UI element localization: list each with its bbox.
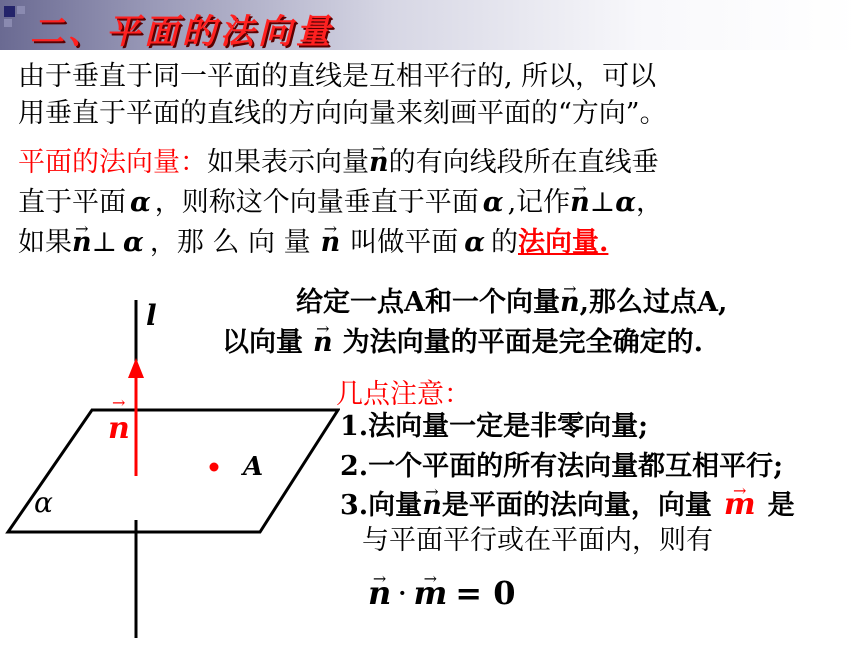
vector-n: → n <box>369 146 389 180</box>
plane-alpha <box>8 410 338 532</box>
note-item-1: 1.法向量一定是非零向量; <box>340 411 649 442</box>
given-line-2 <box>222 326 703 360</box>
alpha-symbol: α <box>615 187 636 218</box>
vector-n: → n <box>422 489 442 523</box>
vector-n: → n <box>72 226 92 260</box>
alpha-symbol: α <box>482 187 504 218</box>
label-a: A <box>243 452 264 482</box>
vector-n: → n <box>570 186 590 220</box>
perp-symbol: ⊥ <box>589 187 616 218</box>
vector-m: → m <box>724 488 756 522</box>
point-a-dot <box>210 463 219 472</box>
definition-text: ， <box>635 187 663 218</box>
note-item-2: 2.一个平面的所有法向量都互相平行; <box>340 451 784 482</box>
definition-line-2 <box>18 186 663 220</box>
definition-line-3 <box>18 226 608 260</box>
alpha-symbol: α <box>464 227 485 258</box>
definition-text: 的有向线段所在直线垂 <box>388 147 659 178</box>
given-text: 给定一点A和一个向量 <box>296 287 560 318</box>
label-alpha: α <box>34 486 53 519</box>
definition-line-1 <box>18 146 659 180</box>
intro-line-1: 由于垂直于同一平面的直线是互相平行的, 所以，可以 <box>18 61 657 92</box>
vector-n: → n <box>368 575 391 611</box>
note-text: 是 <box>767 490 795 521</box>
label-n-arrow: → <box>112 393 126 412</box>
definition-text: 如果 <box>18 227 72 258</box>
vector-n: → n <box>560 286 580 320</box>
vector-n: → n <box>321 226 341 260</box>
intro-line-2: 用垂直于平面的直线的方向向量来刻画平面的“方向”。 <box>18 98 667 129</box>
alpha-symbol: α <box>123 227 144 258</box>
header-bar <box>0 0 860 50</box>
given-text: 为法向量的平面是完全确定的. <box>342 327 704 358</box>
label-l: l <box>146 299 157 332</box>
dot-product-formula <box>368 575 516 611</box>
normal-vector-term: 法向量. <box>518 227 609 258</box>
normal-vector-arrowhead <box>128 358 144 378</box>
note-item-3 <box>340 488 795 523</box>
perp-symbol: ⊥ <box>91 227 118 258</box>
definition-text: ,记作 <box>507 187 571 218</box>
page-title: 二、平面的法向量 <box>30 12 334 52</box>
definition-colon: ： <box>180 147 207 178</box>
definition-text: ，那 么 向 量 <box>149 227 311 258</box>
vector-m: → m <box>413 575 447 611</box>
note-text: 是平面的法向量，向量 <box>441 490 712 521</box>
definition-text: 叫做平面 <box>350 227 459 258</box>
given-line-1 <box>296 286 727 320</box>
definition-text: 的 <box>491 227 518 258</box>
definition-text: 如果表示向量 <box>207 147 369 178</box>
label-n: n <box>108 411 130 446</box>
definition-term: 平面的法向量 <box>18 147 180 178</box>
equals-zero: = 0 <box>455 574 516 612</box>
alpha-symbol: α <box>130 187 151 218</box>
note-item-3-cont: 与平面平行或在平面内，则有 <box>362 525 713 556</box>
definition-text: 直于平面 <box>18 187 126 218</box>
header-bullet-icon <box>4 6 30 40</box>
definition-text: ，则称这个向量垂直于平面 <box>154 187 479 218</box>
dot-operator: · <box>397 574 408 612</box>
note-text: 3.向量 <box>340 490 423 521</box>
vector-n: → n <box>313 326 333 360</box>
given-text: 以向量 <box>222 327 303 358</box>
notes-title: 几点注意： <box>336 379 471 410</box>
given-text: ,那么过点A, <box>579 287 728 318</box>
